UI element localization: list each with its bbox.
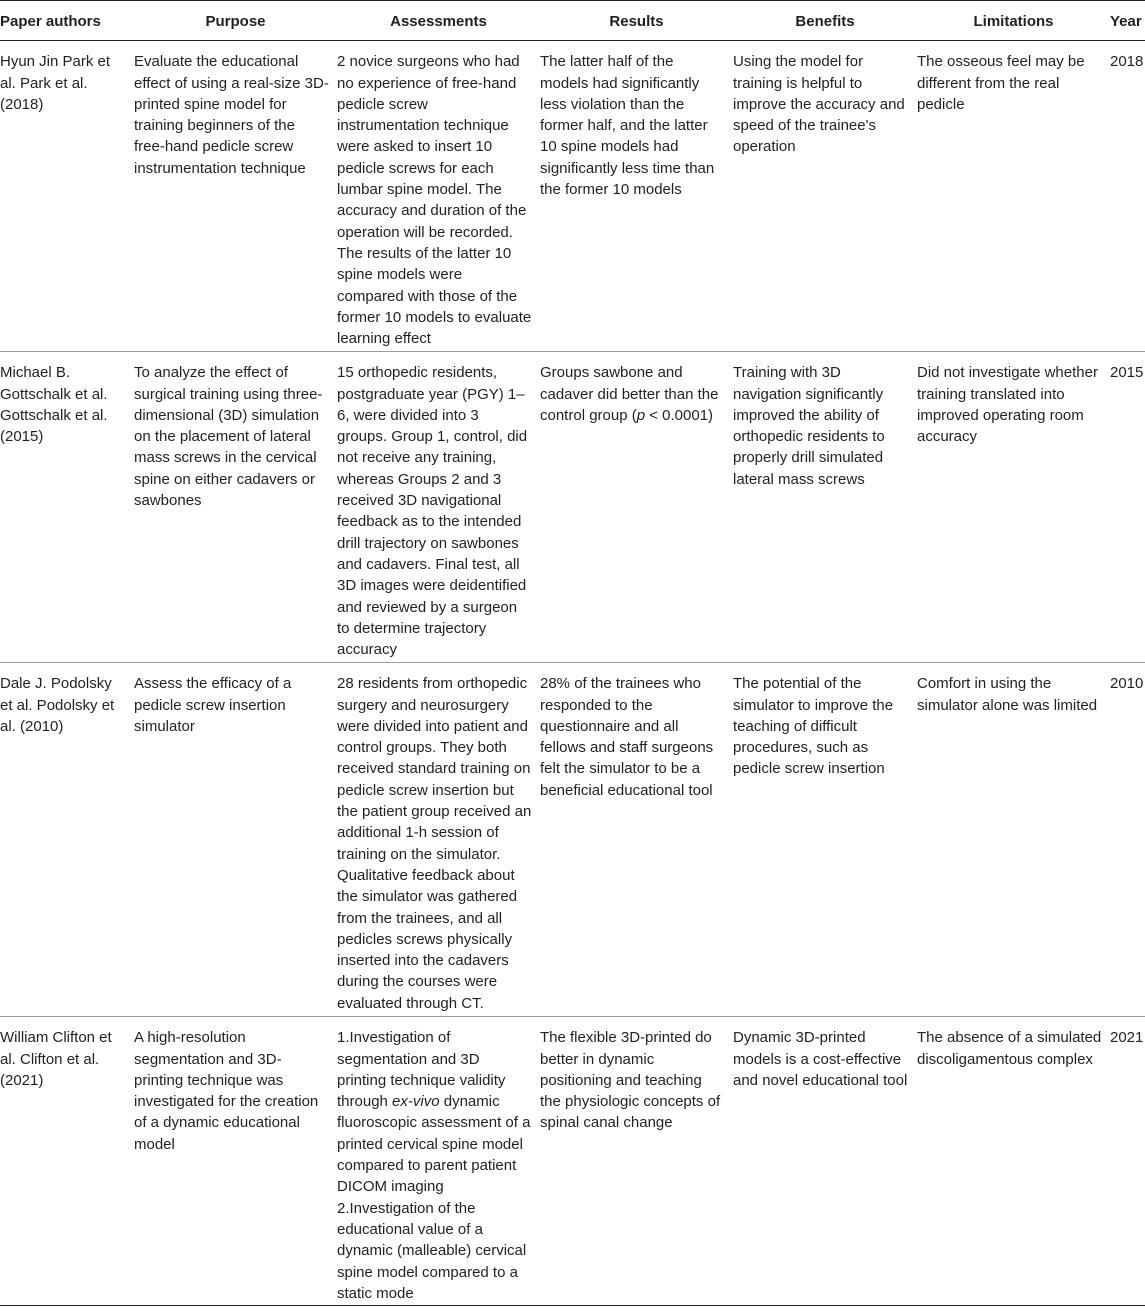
header-row bbox=[0, 1, 1145, 41]
cell-assessments: 2 novice surgeons who had no experience of free-hand pedicle screw instrumentation technique were asked to insert 10 pedicle screws for each lumbar spine model. The accuracy and duration of the operation will be recorded. The results of the latter 10 spine models were compared with those of the former 10 models to evaluate learning effect bbox=[337, 41, 540, 352]
cell-purpose: To analyze the effect of surgical training using three-dimensional (3D) simulation on the placement of lateral mass screws in the cervical spine on either cadavers or sawbones bbox=[134, 352, 337, 663]
cell-benefits: Dynamic 3D-printed models is a cost-effective and novel educational tool bbox=[733, 1017, 917, 1306]
cell-results: The flexible 3D-printed do better in dynamic positioning and teaching the physiologic concepts of spinal canal change bbox=[540, 1017, 733, 1306]
col-header-year: Year bbox=[1110, 1, 1145, 41]
cell-purpose: Assess the efficacy of a pedicle screw insertion simulator bbox=[134, 663, 337, 1017]
cell-results: The latter half of the models had significantly less violation than the former half, and the latter 10 spine models had significantly less time than the former 10 models bbox=[540, 41, 733, 352]
cell-limitations: The osseous feel may be different from the real pedicle bbox=[917, 41, 1110, 352]
cell-purpose: Evaluate the educational effect of using a real-size 3D-printed spine model for training beginners of the free-hand pedicle screw instrumentation technique bbox=[134, 41, 337, 352]
table-row bbox=[0, 663, 1145, 1017]
table-header bbox=[0, 1, 1145, 41]
cell-year: 2015 bbox=[1110, 352, 1145, 663]
cell-assessments: 1.Investigation of segmentation and 3D printing technique validity through ex-vivo dynamic fluoroscopic assessment of a printed cervical spine model compared to parent patient DICOM imaging 2.Investigation of the educational value of a dynamic (malleable) cervical spine model compared to a static mode bbox=[337, 1017, 540, 1306]
cell-year: 2021 bbox=[1110, 1017, 1145, 1306]
cell-benefits: Using the model for training is helpful to improve the accuracy and speed of the trainee's operation bbox=[733, 41, 917, 352]
table-row bbox=[0, 1017, 1145, 1306]
col-header-authors: Paper authors bbox=[0, 1, 134, 41]
col-header-limitations: Limitations bbox=[917, 1, 1110, 41]
cell-authors: Michael B. Gottschalk et al. Gottschalk et al. (2015) bbox=[0, 352, 134, 663]
col-header-assessments: Assessments bbox=[337, 1, 540, 41]
cell-assessments: 28 residents from orthopedic surgery and neurosurgery were divided into patient and control groups. They both received standard training on pedicle screw insertion but the patient group received an additional 1-h session of training on the simulator. Qualitative feedback about the simulator was gathered from the trainees, and all pedicles screws physically inserted into the cadavers during the courses were evaluated through CT. bbox=[337, 663, 540, 1017]
table-row bbox=[0, 352, 1145, 663]
cell-results: 28% of the trainees who responded to the questionnaire and all fellows and staff surgeons felt the simulator to be a beneficial educational tool bbox=[540, 663, 733, 1017]
cell-authors: William Clifton et al. Clifton et al. (2021) bbox=[0, 1017, 134, 1306]
cell-authors: Dale J. Podolsky et al. Podolsky et al. (2010) bbox=[0, 663, 134, 1017]
cell-results: Groups sawbone and cadaver did better than the control group (p < 0.0001) bbox=[540, 352, 733, 663]
cell-limitations: Did not investigate whether training translated into improved operating room accuracy bbox=[917, 352, 1110, 663]
col-header-purpose: Purpose bbox=[134, 1, 337, 41]
cell-year: 2018 bbox=[1110, 41, 1145, 352]
cell-limitations: The absence of a simulated discoligamentous complex bbox=[917, 1017, 1110, 1306]
cell-year: 2010 bbox=[1110, 663, 1145, 1017]
table-row bbox=[0, 41, 1145, 352]
cell-benefits: The potential of the simulator to improve the teaching of difficult procedures, such as pedicle screw insertion bbox=[733, 663, 917, 1017]
col-header-benefits: Benefits bbox=[733, 1, 917, 41]
cell-benefits: Training with 3D navigation significantly improved the ability of orthopedic residents to properly drill simulated lateral mass screws bbox=[733, 352, 917, 663]
cell-limitations: Comfort in using the simulator alone was limited bbox=[917, 663, 1110, 1017]
col-header-results: Results bbox=[540, 1, 733, 41]
table-body bbox=[0, 41, 1145, 1306]
cell-assessments: 15 orthopedic residents, postgraduate year (PGY) 1–6, were divided into 3 groups. Group 1, control, did not receive any training, whereas Groups 2 and 3 received 3D navigational feedback as to the intended drill trajectory on sawbones and cadavers. Final test, all 3D images were deidentified and reviewed by a surgeon to determine trajectory accuracy bbox=[337, 352, 540, 663]
cell-purpose: A high-resolution segmentation and 3D-printing technique was investigated for the creation of a dynamic educational model bbox=[134, 1017, 337, 1306]
cell-authors: Hyun Jin Park et al. Park et al. (2018) bbox=[0, 41, 134, 352]
